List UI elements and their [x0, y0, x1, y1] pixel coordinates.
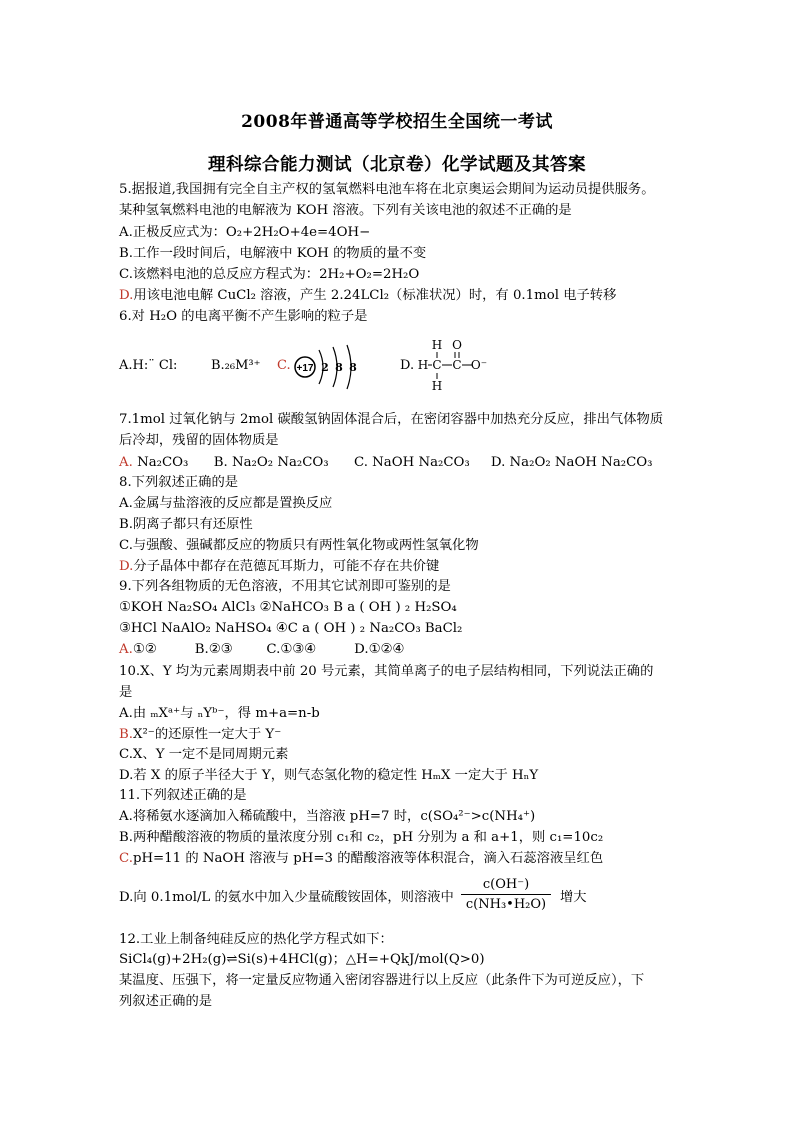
q7-options: [119, 454, 652, 472]
q7-stem-1: 7.1mol 过氧化钠与 2mol 碳酸氢钠固体混合后，在密闭容器中加热充分反应，排出气体物质: [119, 412, 664, 427]
q11-option-b: B.两种醋酸溶液的物质的量浓度分别 c₁和 c₂，pH 分别为 a 和 a+1，则 c₁=10c₂: [119, 830, 604, 845]
q9-stem: 9.下列各组物质的无色溶液，不用其它试剂即可鉴别的是: [119, 579, 451, 594]
acetate-structure-diagram: [415, 338, 495, 394]
atom-c: C: [452, 358, 462, 372]
q9-option-c: C.①③④: [266, 642, 317, 657]
q8-option-b: B.阴离子都只有还原性: [119, 517, 253, 532]
q5-option-a: A.正极反应式为：O₂+2H₂O+4e=4OH−: [119, 225, 371, 240]
q9-group-2: ③HCl NaAlO₂ NaHSO₄ ④C a ( OH ) ₂ Na₂CO₃ BaCl₂: [119, 621, 463, 636]
q12-text-2: 列叙述正确的是: [119, 994, 213, 1009]
atom-h: H: [431, 379, 443, 393]
nucleus-charge: +17: [296, 363, 314, 374]
fraction-numerator: c(OH⁻): [461, 877, 551, 895]
q7-option-b: B. Na₂O₂ Na₂CO₃: [213, 455, 329, 470]
q6-options: [119, 338, 679, 394]
q9-option-a: ①②: [132, 642, 157, 657]
q11-option-c-text: pH=11 的 NaOH 溶液与 pH=3 的醋酸溶液等体积混合，滴入石蕊溶液呈红色: [132, 851, 604, 866]
shell-electrons: 8: [349, 361, 357, 374]
q8-option-d-text: 分子晶体中都存在范德瓦耳斯力，可能不存在共价键: [133, 559, 440, 574]
shell-electrons: 8: [335, 361, 343, 374]
q6-option-a: A.H:¨ Cl:: [119, 358, 178, 373]
q10-option-b: [119, 726, 281, 744]
q6-stem: 6.对 H₂O 的电离平衡不产生影响的粒子是: [119, 309, 368, 324]
q9-group-1: ①KOH Na₂SO₄ AlCl₃ ②NaHCO₃ B a ( OH ) ₂ H₂SO₄: [119, 600, 457, 615]
q10-option-c: C.X、Y 一定不是同周期元素: [119, 747, 289, 762]
q11-option-d: D.向 0.1mol/L 的氨水中加入少量硫酸铵固体，则溶液中: [119, 890, 454, 905]
q5-answer-letter: D.: [119, 288, 134, 303]
q7-option-a: Na₂CO₃: [137, 455, 189, 470]
q5-option-b: B.工作一段时间后，电解液中 KOH 的物质的量不变: [119, 246, 427, 261]
q12-equation: SiCl₄(g)+2H₂(g)⇌Si(s)+4HCl(g)；△H=+QkJ/mol(Q>0): [119, 952, 485, 967]
fraction-denominator: c(NH₃•H₂O): [465, 897, 547, 912]
q10-stem-2: 是: [119, 685, 133, 700]
q7-option-d: D. Na₂O₂ NaOH Na₂CO₃: [490, 455, 653, 470]
q9-answer-letter: A.: [119, 642, 133, 657]
q10-stem-1: 10.X、Y 均为元素周期表中前 20 号元素，其简单离子的电子层结构相同，下列说法正确的: [119, 664, 654, 679]
exam-subtitle: 理科综合能力测试（北京卷）化学试题及其答案: [208, 155, 586, 175]
atom-h: H: [431, 338, 443, 352]
exam-title: 2008年普通高等学校招生全国统一考试: [241, 112, 553, 132]
q6-option-b: B.₂₆M³⁺: [211, 358, 261, 373]
q12-text-1: 某温度、压强下，将一定量反应物通入密闭容器进行以上反应（此条件下为可逆反应），下: [119, 973, 645, 988]
atom-o-minus: O⁻: [470, 358, 488, 372]
q10-answer-letter: B.: [119, 727, 133, 742]
atom-structure-diagram: [293, 342, 373, 392]
q11-answer-letter: C.: [119, 851, 133, 866]
q5-option-c: C.该燃料电池的总反应方程式为：2H₂+O₂=2H₂O: [119, 267, 420, 282]
q6-answer-letter: C.: [277, 358, 291, 373]
q5-stem-2: 某种氢氧燃料电池的电解液为 KOH 溶液。下列有关该电池的叙述不正确的是: [119, 203, 572, 218]
q10-option-b-text: X²⁻的还原性一定大于 Y⁻: [133, 727, 282, 742]
q5-option-d-text: 用该电池电解 CuCl₂ 溶液，产生 2.24LCl₂（标准状况）时，有 0.1mol 电子转移: [133, 288, 617, 303]
q7-stem-2: 后冷却，残留的固体物质是: [119, 433, 279, 448]
q11-stem: 11.下列叙述正确的是: [119, 788, 247, 803]
q5-stem-1: 5.据报道,我国拥有完全自主产权的氢氧燃料电池车将在北京奥运会期间为运动员提供服务。: [119, 182, 655, 197]
q8-option-a: A.金属与盐溶液的反应都是置换反应: [119, 496, 333, 511]
q11-option-d-end: 增大: [560, 890, 587, 905]
q7-answer-letter: A.: [119, 455, 133, 470]
q5-option-d: [119, 287, 616, 305]
q10-option-d: D.若 X 的原子半径大于 Y，则气态氢化物的稳定性 HₘX 一定大于 HₙY: [119, 768, 539, 783]
q8-stem: 8.下列叙述正确的是: [119, 475, 239, 490]
shell-electrons: 2: [321, 361, 329, 374]
q10-option-a: A.由 ₘXᵃ⁺与 ₙYᵇ⁻，得 m+a=n-b: [119, 706, 320, 721]
q9-option-b: B.②③: [194, 642, 233, 657]
q6-option-d: D.: [400, 358, 415, 373]
q12-stem: 12.工业上制备纯硅反应的热化学方程式如下：: [119, 932, 393, 947]
q11-option-c: [119, 850, 603, 868]
atom-h: H: [417, 358, 429, 372]
atom-c: C: [432, 358, 442, 372]
q11-option-a: A.将稀氨水逐滴加入稀硫酸中，当溶液 pH=7 时，c(SO₄²⁻>c(NH₄⁺): [119, 809, 536, 824]
q8-answer-letter: D.: [119, 559, 134, 574]
q9-option-d: D.①②④: [354, 642, 405, 657]
q11-fraction: [461, 877, 551, 912]
q9-options: [119, 641, 404, 659]
q8-option-d: [119, 558, 439, 576]
atom-o: O: [452, 338, 462, 352]
q8-option-c: C.与强酸、强碱都反应的物质只有两性氧化物或两性氢氧化物: [119, 538, 479, 553]
q7-option-c: C. NaOH Na₂CO₃: [354, 455, 470, 470]
